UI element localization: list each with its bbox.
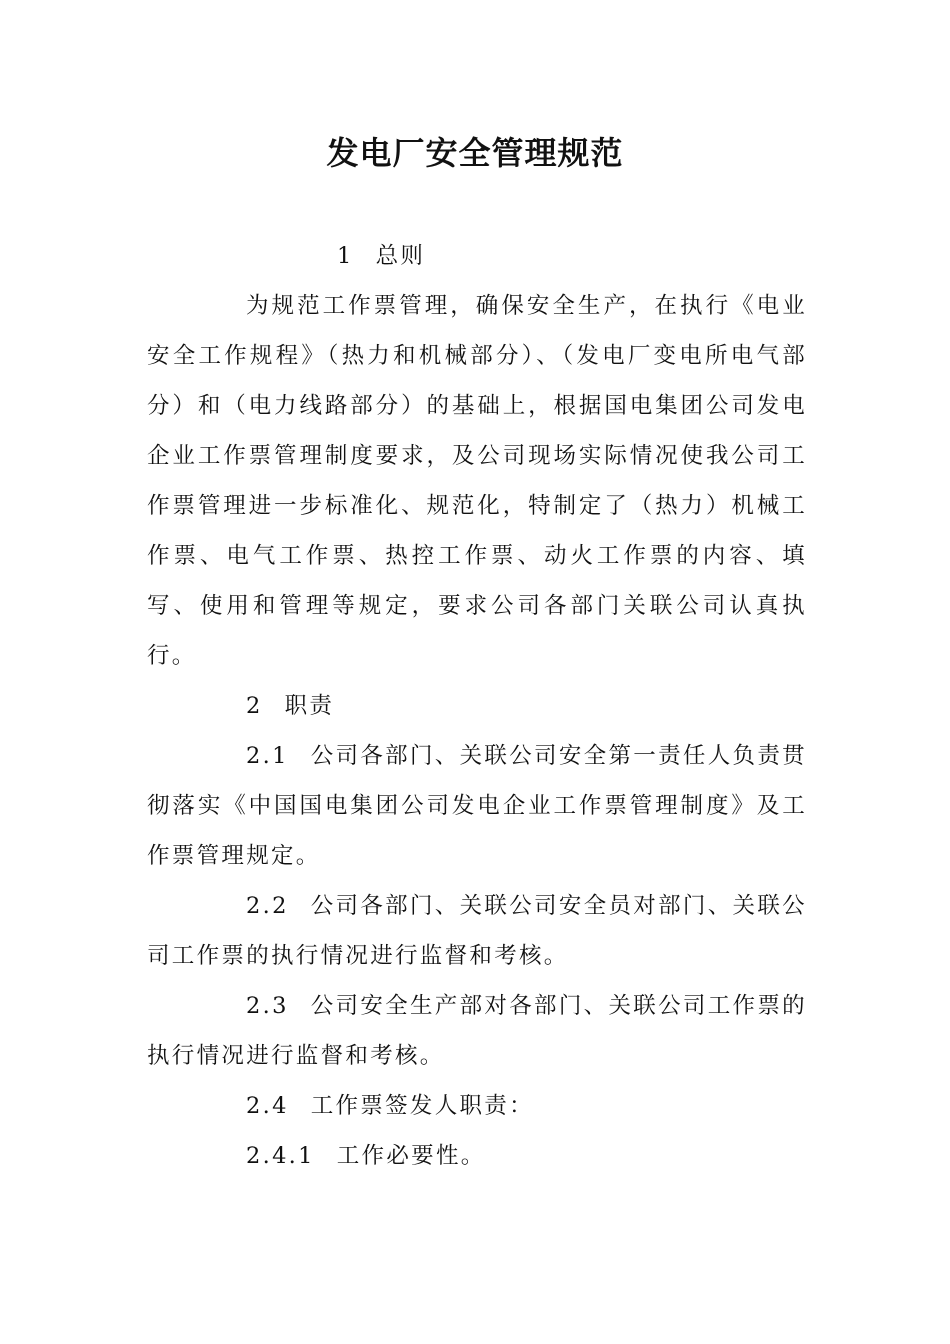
clause-number: 2.2: [246, 893, 289, 919]
section-heading-text: 职责: [284, 693, 335, 719]
clause-number: 2.3: [246, 993, 289, 1019]
clause-number: 2.1: [246, 743, 289, 769]
clause-2-1: [147, 731, 807, 881]
clause-2-3: [147, 981, 807, 1081]
clause-2-4-1: [147, 1131, 807, 1181]
clause-text: 公司各部门、关联公司安全员对部门、关联公司工作票的执行情况进行监督和考核。: [147, 893, 807, 969]
section-number: 2: [246, 693, 263, 719]
clause-text: 公司各部门、关联公司安全第一责任人负责贯彻落实《中国国电集团公司发电企业工作票管理制度》及工作票管理规定。: [147, 743, 807, 869]
clause-text: 工作必要性。: [336, 1143, 486, 1169]
clause-2-2: [147, 881, 807, 981]
section-1-heading: [147, 231, 807, 281]
section-heading-text: 总则: [375, 243, 426, 269]
clause-text: 公司安全生产部对各部门、关联公司工作票的执行情况进行监督和考核。: [147, 993, 807, 1069]
document-body: [147, 231, 807, 1181]
section-1-paragraph: 为规范工作票管理，确保安全生产，在执行《电业安全工作规程》（热力和机械部分）、（发电厂变电所电气部分）和（电力线路部分）的基础上，根据国电集团公司发电企业工作票管理制度要求，及公司现场实际情况使我公司工作票管理进一步标准化、规范化，特制定了（热力）机械工作票、电气工作票、热控工作票、动火工作票的内容、填写、使用和管理等规定，要求公司各部门关联公司认真执行。: [147, 293, 807, 669]
clause-2-4: [147, 1081, 807, 1131]
section-2-heading: [147, 681, 807, 731]
clause-number: 2.4.1: [246, 1143, 315, 1169]
clause-number: 2.4: [246, 1093, 289, 1119]
section-number: 1: [337, 243, 354, 269]
clause-text: 工作票签发人职责：: [310, 1093, 534, 1119]
document-title: 发电厂安全管理规范: [326, 134, 624, 172]
